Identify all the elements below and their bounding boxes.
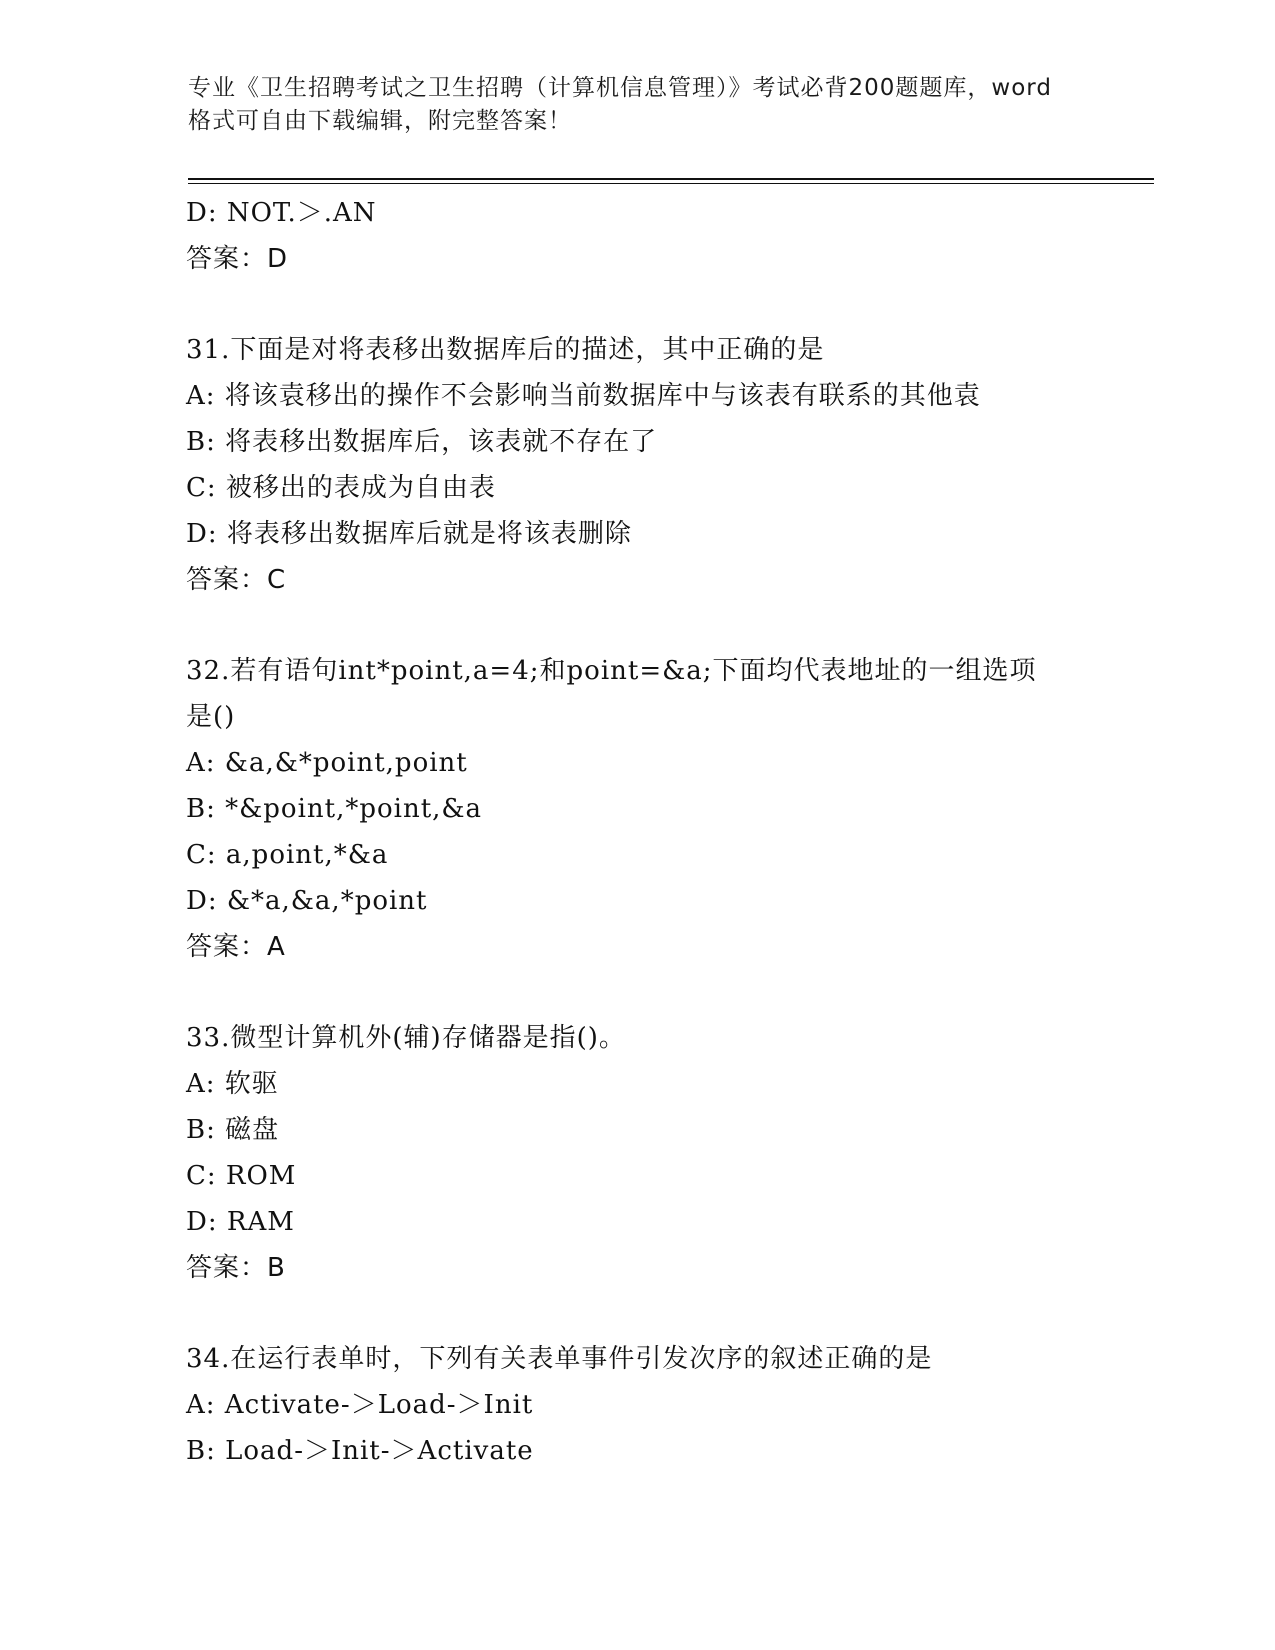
question-34 — [186, 1336, 1156, 1474]
prev-answer: 答案：D — [186, 244, 289, 274]
header-line-2: 格式可自由下载编辑，附完整答案！ — [188, 108, 572, 134]
option-c: C: a,point,*&a — [186, 840, 389, 870]
option-d: D: RAM — [186, 1207, 295, 1237]
question-stem: 34.在运行表单时，下列有关表单事件引发次序的叙述正确的是 — [186, 1344, 933, 1374]
question-33 — [186, 1015, 1156, 1291]
option-a: A: 软驱 — [186, 1069, 279, 1099]
answer: 答案：B — [186, 1253, 286, 1283]
spacer — [186, 282, 1156, 327]
option-c: C: ROM — [186, 1161, 297, 1191]
question-stem: 32.若有语句int*point,a=4;和point=&a;下面均代表地址的一组选项 — [186, 656, 1037, 686]
option-b: B: 磁盘 — [186, 1115, 280, 1145]
option-b: B: 将表移出数据库后，该表就不存在了 — [186, 427, 658, 457]
option-c: C: 被移出的表成为自由表 — [186, 473, 496, 503]
option-d: D: &*a,&a,*point — [186, 886, 428, 916]
question-stem-continued: 是() — [186, 702, 236, 732]
option-a: A: Activate-＞Load-＞Init — [186, 1390, 534, 1420]
header-divider-thick — [188, 178, 1154, 180]
option-b: B: Load-＞Init-＞Activate — [186, 1436, 534, 1466]
option-b: B: *&point,*point,&a — [186, 794, 483, 824]
option-a: A: &a,&*point,point — [186, 748, 468, 778]
question-list — [186, 190, 1156, 1474]
question-stem: 31.下面是对将表移出数据库后的描述，其中正确的是 — [186, 335, 825, 365]
answer: 答案：C — [186, 565, 287, 595]
document-header — [188, 72, 1088, 138]
prev-option-d: D: NOT.＞.AN — [186, 198, 377, 228]
option-a: A: 将该袁移出的操作不会影响当前数据库中与该表有联系的其他袁 — [186, 381, 981, 411]
question-31 — [186, 327, 1156, 603]
header-divider-thin — [188, 183, 1154, 184]
spacer — [186, 970, 1156, 1015]
spacer — [186, 603, 1156, 648]
question-stem: 33.微型计算机外(辅)存储器是指()。 — [186, 1023, 626, 1053]
header-line-1: 专业《卫生招聘考试之卫生招聘（计算机信息管理）》考试必背200题题库，word — [188, 75, 1052, 101]
question-32 — [186, 648, 1156, 970]
answer: 答案：A — [186, 932, 286, 962]
spacer — [186, 1291, 1156, 1336]
option-d: D: 将表移出数据库后就是将该表删除 — [186, 519, 632, 549]
